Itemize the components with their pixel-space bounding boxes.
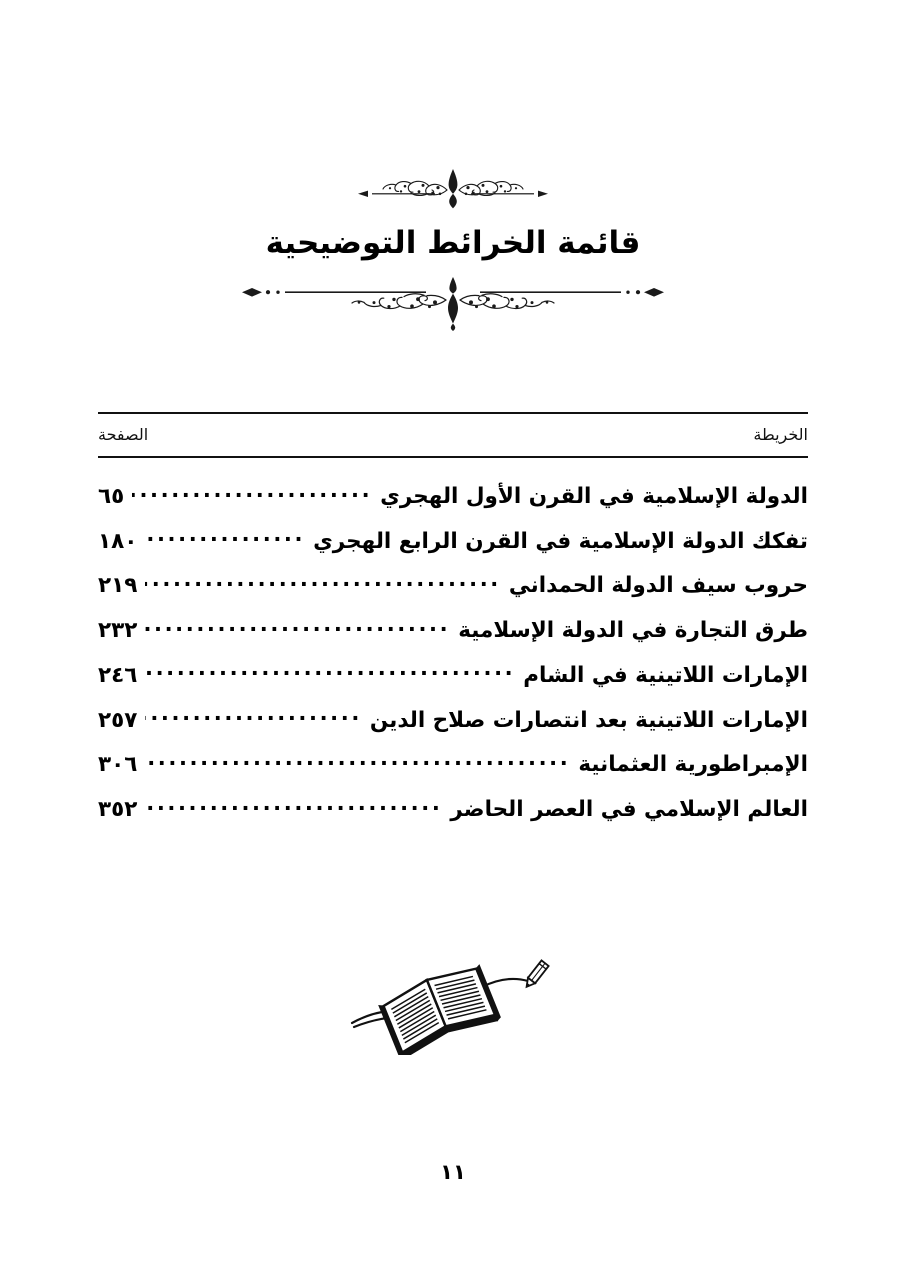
page-number: ٢٤٦ [98, 662, 138, 688]
table-row[interactable] [98, 484, 808, 510]
map-title: تفكك الدولة الإسلامية في القرن الرابع الهجري [313, 528, 808, 554]
floral-divider-ornament-icon [328, 160, 578, 210]
map-title: الدولة الإسلامية في القرن الأول الهجري [380, 484, 808, 509]
floral-divider-ornament-mirrored-icon [228, 273, 678, 331]
title-block [0, 160, 906, 331]
dot-leader [145, 621, 450, 637]
dot-leader [145, 666, 515, 682]
page-number: ١٨٠ [98, 528, 138, 554]
map-title: طرق التجارة في الدولة الإسلامية [458, 618, 808, 644]
map-title: حروب سيف الدولة الحمداني [508, 573, 808, 599]
folio-page-number: ١١ [440, 1160, 466, 1184]
column-header-map: الخريطة [753, 425, 808, 444]
map-title: الإمارات اللاتينية في الشام [523, 662, 808, 688]
page-title: قائمة الخرائط التوضيحية [265, 225, 641, 261]
dot-leader [145, 711, 362, 727]
page-number: ٢١٩ [98, 573, 138, 599]
page-number: ٢٣٢ [98, 618, 138, 644]
page-number: ٢٥٧ [98, 707, 138, 733]
table-bottom-rule [98, 456, 808, 458]
table-row[interactable] [98, 618, 808, 644]
table-row[interactable] [98, 573, 808, 599]
map-title: الإمارات اللاتينية بعد انتصارات صلاح الدين [369, 707, 808, 733]
maps-list [98, 412, 808, 842]
page-number: ٣٥٢ [98, 797, 138, 823]
table-row[interactable] [98, 529, 808, 555]
table-row[interactable] [98, 797, 808, 823]
dot-leader [145, 576, 501, 592]
table-row[interactable] [98, 663, 808, 689]
dot-leader [145, 532, 305, 548]
column-header-page: الصفحة [98, 425, 149, 444]
table-body [98, 484, 808, 823]
table-row[interactable] [98, 708, 808, 734]
open-book-with-pencil-icon [330, 935, 580, 1055]
table-header-row [98, 414, 808, 456]
table-row[interactable] [98, 752, 808, 778]
page-number: ٦٥ [98, 484, 125, 509]
dot-leader [132, 487, 372, 503]
page-number: ٣٠٦ [98, 752, 138, 778]
map-title: العالم الإسلامي في العصر الحاضر [450, 797, 808, 823]
map-title: الإمبراطورية العثمانية [578, 752, 808, 778]
dot-leader [145, 755, 570, 771]
dot-leader [145, 800, 442, 816]
